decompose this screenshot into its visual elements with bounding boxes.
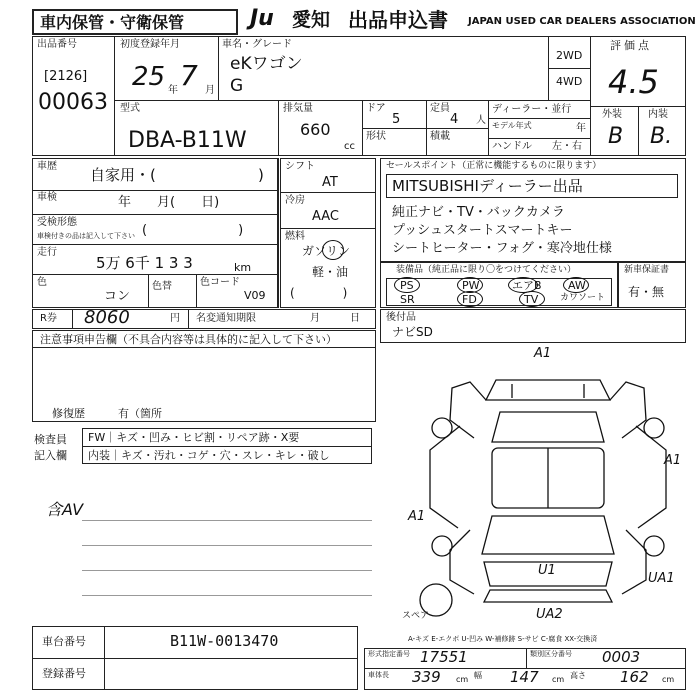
equip-airbag: エアB [512,279,542,292]
name-change-label: 名変通知期限 [196,313,256,324]
car-name: eKワゴン [230,54,303,74]
chassis-value: B11W-0013470 [170,632,279,650]
damage-mark-rear-right: UA1 [648,571,675,586]
fuel-value: ガソリン [302,244,351,258]
width-label: 幅 [474,671,482,680]
damage-mark-rear: UA2 [536,607,563,622]
damage-mark-center: U1 [538,563,556,578]
damage-legend: A-キズ E-エクボ U-凹み W-補修跡 S-サビ C-腐食 XX-交換済 [408,635,598,643]
doors-value: 5 [392,112,401,127]
length-value: 339 [412,668,441,686]
registration-label: 登録番号 [42,667,86,680]
dealer-label: ディーラー・並行 [492,104,572,115]
history-value: 自家用・( [90,166,156,184]
model-value: DBA-B11W [128,128,247,153]
color-code-label: 色コード [200,277,240,288]
cert-value: ( ) [142,223,244,238]
equip-fd: FD [462,293,477,306]
handle-label: ハンドル [492,141,532,152]
aftermarket-label: 後付品 [386,312,416,323]
int-grade: B. [650,124,673,149]
car-grade: G [230,76,244,96]
mileage-value: 5万 6千 1 3 3 [96,254,193,272]
sales-line-1: MITSUBISHIディーラー出品 [392,177,583,195]
model-label: 型式 [120,103,140,114]
association-name: JAPAN USED CAR DEALERS ASSOCIATION [468,16,696,27]
inspection-label: 車検 [37,192,57,203]
sales-line-4: シートヒーター・フォグ・寒冷地仕様 [392,241,612,256]
color-value: コン [104,289,131,304]
color-code: V09 [244,289,266,302]
history-label: 車歴 [37,161,57,172]
chassis-label: 車台番号 [42,635,86,648]
class-value: 0003 [602,648,641,666]
model-year-unit: 年 [576,123,586,134]
r-ticket-unit: 円 [170,313,180,324]
first-reg-label: 初度登録年月 [120,39,180,50]
storage-stamp [32,9,238,35]
inspector-label-1: 検査員 [34,433,67,446]
lot-number: 00063 [38,90,108,115]
cert-label: 受検形態 [37,217,77,228]
equip-ps: PS [400,279,414,292]
warranty-label: 新車保証書 [624,265,670,275]
displacement-unit: cc [344,141,355,152]
type-label: 形式指定番号 [368,650,410,658]
inspection-value: 年 月( 日) [118,195,220,210]
circle-tv [519,291,545,307]
score-label: 評価点 [610,39,652,52]
score-value: 4.5 [608,63,659,101]
load-label: 積載 [430,131,450,142]
circle-fd [457,291,483,307]
shift-label: シフト [285,161,315,172]
r-ticket-label: R券 [40,313,57,324]
int-label: 内装 [648,109,668,120]
first-reg-month: 7 [180,59,198,92]
history-close: ) [258,166,264,184]
shape-label: 形状 [366,131,386,142]
color-change-label: 色替 [152,281,172,292]
equip-tv: TV [524,293,539,306]
equip-cassette: カワソート [560,293,606,303]
inspector-note: 含AV [46,500,84,519]
type-value: 17551 [420,648,468,666]
lot-label: 出品番号 [37,39,77,50]
height-value: 162 [620,668,649,686]
displacement-value: 660 [300,120,331,139]
circle-aw [563,277,589,293]
sales-line-3: プッシュスタートスマートキー [392,223,573,238]
repair-label: 修復歴 [52,407,85,420]
sales-line-2: 純正ナビ・TV・バックカメラ [392,205,565,220]
drive-4wd: 4WD [556,75,583,88]
car-label: 車名・グレード [222,39,292,50]
cert-sub: 車検付きの品は記入して下さい [37,232,135,240]
damage-mark-left: A1 [408,509,426,524]
capacity-value: 4 [450,112,459,127]
fuel-circle [322,240,344,260]
handle-opts: 左・右 [552,141,582,152]
color-label: 色 [37,277,47,288]
equip-pw: PW [462,279,480,292]
equip-aw: AW [568,279,586,292]
aircon-label: 冷房 [285,195,305,206]
pref-name: 愛知 [292,9,331,31]
capacity-unit: 人 [476,115,486,126]
length-unit: cm [456,675,469,684]
name-change-value: 月 日 [310,313,360,324]
capacity-label: 定員 [430,103,450,114]
repair-value: 有（箇所 [118,407,162,420]
mileage-unit: km [234,261,252,274]
ext-label: 外装 [602,109,622,120]
year-unit: 年 [168,85,178,96]
class-label: 類別区分番号 [530,650,572,658]
height-unit: cm [662,675,675,684]
form-title: 出品申込書 [348,8,448,32]
notes-label: 注意事項申告欄（不具合内容等は具体的に記入して下さい） [40,333,337,346]
width-value: 147 [510,668,539,686]
doors-label: ドア [366,103,386,114]
fuel-paren: ( ) [290,286,348,300]
width-unit: cm [552,675,565,684]
drive-2wd: 2WD [556,49,583,62]
first-reg-year: 25 [132,62,166,92]
equipment-label: 装備品（純正品に限り〇をつけてください） [396,265,577,275]
fuel-alt: 軽・油 [312,265,349,279]
ext-grade: B [608,124,624,149]
damage-mark-right: A1 [664,453,682,468]
inspector-row-1: FW｜キズ・凹み・ヒビ割・リペア跡・X要 [88,431,300,444]
damage-mark-front: A1 [534,346,552,361]
spare-label: スペア [402,611,430,621]
shift-value: AT [322,175,338,190]
mileage-label: 走行 [37,247,57,258]
equip-sr: SR [400,293,415,306]
aircon-value: AAC [312,209,339,224]
inspector-row-2: 内装｜キズ・汚れ・コゲ・穴・スレ・キレ・破し [88,449,330,462]
month-unit: 月 [205,85,215,96]
model-year-label: モデル年式 [492,121,532,130]
lot-sub: [2126] [44,69,88,84]
car-damage-diagram [400,340,696,630]
warranty-value: 有・無 [628,285,665,299]
sales-points-label: セールスポイント（正常に機能するものに限ります） [386,161,602,171]
ju-logo: Ju [250,6,274,31]
fuel-label: 燃料 [285,231,305,242]
r-ticket-value: 8060 [84,307,130,328]
storage-stamp-text: 車内保管・守衛保管 [40,13,185,32]
displacement-label: 排気量 [283,103,313,114]
inspector-label-2: 記入欄 [34,449,67,462]
height-label: 高さ [570,671,586,680]
length-label: 車体長 [368,671,389,679]
circle-ps [394,277,420,293]
aftermarket-value: ナビSD [392,325,433,339]
